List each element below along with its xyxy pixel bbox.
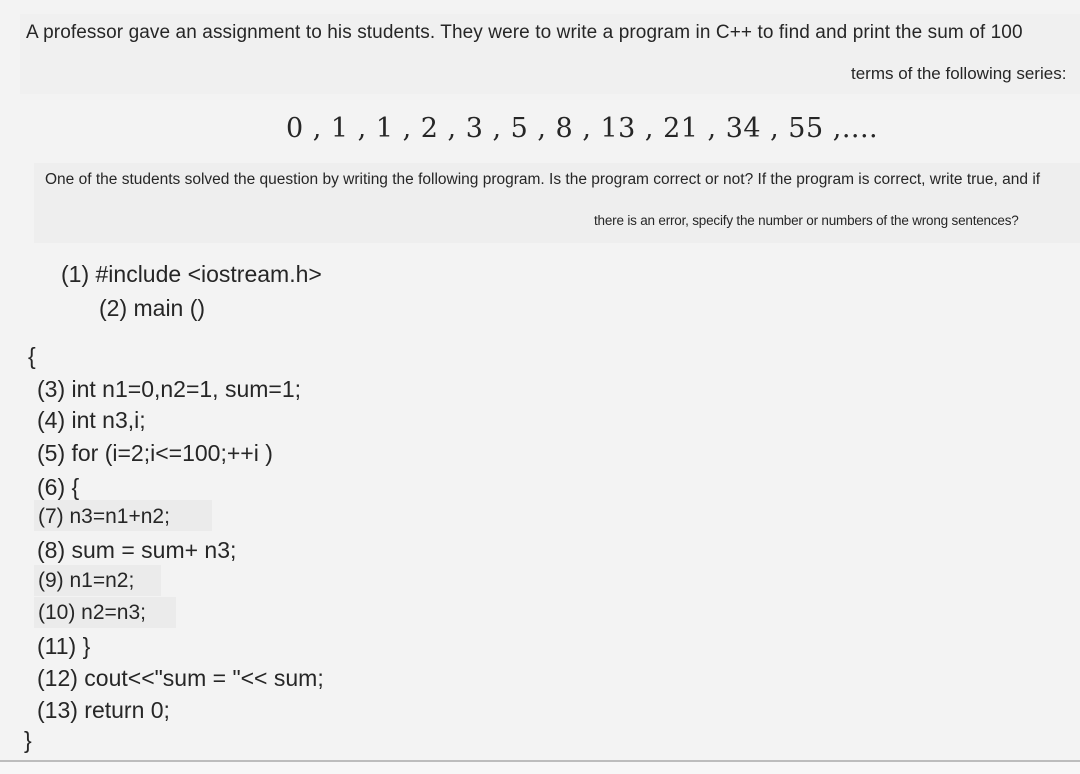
code-line-1: (1) #include <iostream.h>	[61, 261, 322, 287]
code-line-8: (8) sum = sum+ n3;	[37, 537, 237, 563]
code-line-9: (9) n1=n2;	[38, 569, 135, 592]
bottom-strip	[0, 762, 1080, 774]
code-line-3: (3) int n1=0,n2=1, sum=1;	[37, 376, 302, 402]
question-text-line-2: there is an error, specify the number or numbers of the wrong sentences?	[594, 213, 1019, 228]
code-line-10: (10) n2=n3;	[38, 601, 146, 624]
code-line-5: (5) for (i=2;i<=100;++i )	[37, 440, 273, 466]
code-line-6: (6) {	[37, 474, 80, 500]
intro-text-line-1: A professor gave an assignment to his students. They were to write a program in C++ to find and print the sum of 100	[26, 22, 1023, 43]
code-brace-close: }	[24, 727, 32, 753]
code-line-13: (13) return 0;	[37, 697, 170, 723]
series-text: 0 , 1 , 1 , 2 , 3 , 5 , 8 , 13 , 21 , 34 , 55 ,....	[286, 113, 879, 144]
intro-text-line-2: terms of the following series:	[851, 64, 1067, 83]
code-line-4: (4) int n3,i;	[37, 407, 146, 433]
code-line-2: (2) main ()	[99, 295, 206, 321]
code-line-7: (7) n3=n1+n2;	[38, 505, 170, 528]
code-line-11: (11) }	[37, 633, 91, 659]
question-text-line-1: One of the students solved the question by writing the following program. Is the program correct or not? If the program is correct, write true, and if	[45, 171, 1041, 188]
code-line-12: (12) cout<<"sum = "<< sum;	[37, 665, 324, 691]
code-brace-open: {	[28, 343, 36, 369]
